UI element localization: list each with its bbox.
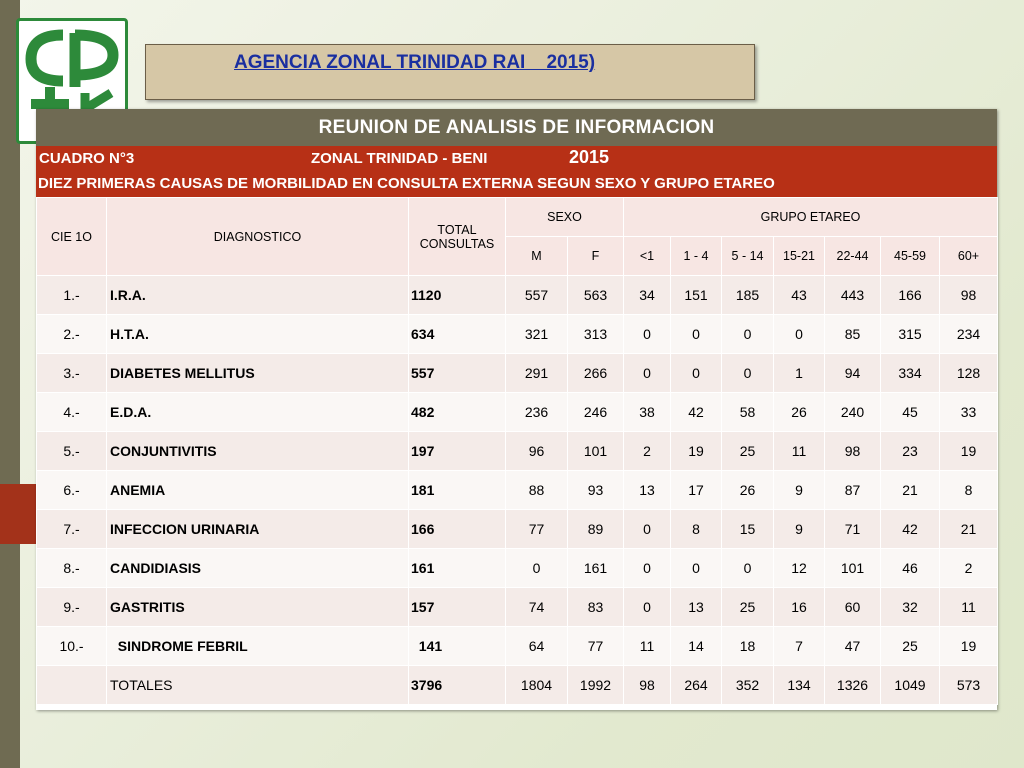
table-row (37, 549, 998, 588)
total-cell: 1120 (409, 276, 506, 315)
table-row (37, 588, 998, 627)
value-cell: 101 (825, 549, 881, 588)
value-cell: 85 (825, 315, 881, 354)
total-cell: 141 (409, 627, 506, 666)
col-header-m: M (506, 237, 568, 276)
value-cell: 15 (722, 510, 774, 549)
value-cell: 16 (774, 588, 825, 627)
value-cell: 1049 (881, 666, 940, 705)
table-row (37, 510, 998, 549)
value-cell: 8 (940, 471, 998, 510)
total-cell: 3796 (409, 666, 506, 705)
value-cell: 1 (774, 354, 825, 393)
value-cell: 321 (506, 315, 568, 354)
diagnostico-cell: SINDROME FEBRIL (107, 627, 409, 666)
value-cell: 1804 (506, 666, 568, 705)
table-subheader (36, 146, 997, 197)
value-cell: 19 (671, 432, 722, 471)
value-cell: 21 (940, 510, 998, 549)
value-cell: 0 (722, 549, 774, 588)
value-cell: 134 (774, 666, 825, 705)
cie-cell: 9.- (37, 588, 107, 627)
diagnostico-cell: GASTRITIS (107, 588, 409, 627)
value-cell: 89 (568, 510, 624, 549)
col-header-diagnostico: DIAGNOSTICO (107, 198, 409, 276)
value-cell: 43 (774, 276, 825, 315)
value-cell: 151 (671, 276, 722, 315)
col-header-60plus: 60+ (940, 237, 998, 276)
total-cell: 161 (409, 549, 506, 588)
value-cell: 2 (940, 549, 998, 588)
value-cell: 563 (568, 276, 624, 315)
value-cell: 21 (881, 471, 940, 510)
value-cell: 88 (506, 471, 568, 510)
morbidity-table-panel (36, 109, 997, 710)
col-header-lt1: <1 (624, 237, 671, 276)
diagnostico-cell: CANDIDIASIS (107, 549, 409, 588)
value-cell: 25 (722, 588, 774, 627)
diagnostico-cell: H.T.A. (107, 315, 409, 354)
col-header-1-4: 1 - 4 (671, 237, 722, 276)
value-cell: 0 (624, 588, 671, 627)
value-cell: 161 (568, 549, 624, 588)
diagnostico-cell: E.D.A. (107, 393, 409, 432)
value-cell: 83 (568, 588, 624, 627)
total-cell: 197 (409, 432, 506, 471)
value-cell: 17 (671, 471, 722, 510)
value-cell: 94 (825, 354, 881, 393)
slide-title: AGENCIA ZONAL TRINIDAD RAI 2015) (234, 52, 596, 73)
value-cell: 557 (506, 276, 568, 315)
total-cell: 557 (409, 354, 506, 393)
value-cell: 0 (624, 315, 671, 354)
table-main-title: REUNION DE ANALISIS DE INFORMACION (36, 109, 997, 146)
col-header-45-59: 45-59 (881, 237, 940, 276)
diagnostico-cell: INFECCION URINARIA (107, 510, 409, 549)
value-cell: 26 (722, 471, 774, 510)
value-cell: 11 (624, 627, 671, 666)
value-cell: 0 (506, 549, 568, 588)
morbidity-table (36, 197, 998, 705)
value-cell: 234 (940, 315, 998, 354)
value-cell: 96 (506, 432, 568, 471)
cie-cell: 1.- (37, 276, 107, 315)
value-cell: 313 (568, 315, 624, 354)
value-cell: 42 (881, 510, 940, 549)
value-cell: 25 (881, 627, 940, 666)
value-cell: 71 (825, 510, 881, 549)
diagnostico-cell: DIABETES MELLITUS (107, 354, 409, 393)
diagnostico-cell: I.R.A. (107, 276, 409, 315)
total-cell: 482 (409, 393, 506, 432)
value-cell: 98 (940, 276, 998, 315)
value-cell: 98 (624, 666, 671, 705)
value-cell: 2 (624, 432, 671, 471)
table-row (37, 315, 998, 354)
zonal-label: ZONAL TRINIDAD - BENI (311, 150, 488, 167)
diagnostico-cell: CONJUNTIVITIS (107, 432, 409, 471)
value-cell: 0 (671, 549, 722, 588)
col-header-sexo: SEXO (506, 198, 624, 237)
value-cell: 7 (774, 627, 825, 666)
cie-cell: 3.- (37, 354, 107, 393)
total-cell: 166 (409, 510, 506, 549)
value-cell: 14 (671, 627, 722, 666)
diagnostico-cell: ANEMIA (107, 471, 409, 510)
value-cell: 0 (624, 549, 671, 588)
value-cell: 0 (624, 354, 671, 393)
value-cell: 1326 (825, 666, 881, 705)
value-cell: 315 (881, 315, 940, 354)
col-header-total: TOTAL CONSULTAS (409, 198, 506, 276)
value-cell: 12 (774, 549, 825, 588)
value-cell: 77 (568, 627, 624, 666)
col-header-22-44: 22-44 (825, 237, 881, 276)
col-header-f: F (568, 237, 624, 276)
value-cell: 0 (774, 315, 825, 354)
value-cell: 11 (940, 588, 998, 627)
table-row (37, 432, 998, 471)
table-subtitle: DIEZ PRIMERAS CAUSAS DE MORBILIDAD EN CONSULTA EXTERNA SEGUN SEXO Y GRUPO ETAREO (38, 175, 775, 192)
value-cell: 11 (774, 432, 825, 471)
value-cell: 1992 (568, 666, 624, 705)
table-row (37, 627, 998, 666)
value-cell: 58 (722, 393, 774, 432)
year-label: 2015 (569, 147, 610, 167)
value-cell: 8 (671, 510, 722, 549)
value-cell: 19 (940, 627, 998, 666)
value-cell: 64 (506, 627, 568, 666)
value-cell: 443 (825, 276, 881, 315)
table-row (37, 276, 998, 315)
value-cell: 264 (671, 666, 722, 705)
header-row-1 (37, 198, 998, 237)
left-red-marker (0, 484, 36, 544)
value-cell: 74 (506, 588, 568, 627)
diagnostico-cell: TOTALES (107, 666, 409, 705)
value-cell: 77 (506, 510, 568, 549)
value-cell: 33 (940, 393, 998, 432)
value-cell: 46 (881, 549, 940, 588)
value-cell: 266 (568, 354, 624, 393)
value-cell: 166 (881, 276, 940, 315)
cie-cell: 7.- (37, 510, 107, 549)
value-cell: 352 (722, 666, 774, 705)
table-row (37, 393, 998, 432)
cie-cell: 8.- (37, 549, 107, 588)
cie-cell: 4.- (37, 393, 107, 432)
value-cell: 185 (722, 276, 774, 315)
col-header-15-21: 15-21 (774, 237, 825, 276)
value-cell: 0 (671, 354, 722, 393)
value-cell: 9 (774, 471, 825, 510)
col-header-cie: CIE 1O (37, 198, 107, 276)
total-cell: 634 (409, 315, 506, 354)
slide-title-box (145, 44, 755, 100)
col-header-5-14: 5 - 14 (722, 237, 774, 276)
cie-cell: 10.- (37, 627, 107, 666)
value-cell: 0 (624, 510, 671, 549)
value-cell: 9 (774, 510, 825, 549)
total-cell: 181 (409, 471, 506, 510)
value-cell: 45 (881, 393, 940, 432)
value-cell: 240 (825, 393, 881, 432)
value-cell: 87 (825, 471, 881, 510)
cie-cell: 2.- (37, 315, 107, 354)
value-cell: 0 (722, 315, 774, 354)
value-cell: 60 (825, 588, 881, 627)
col-header-grupo-etareo: GRUPO ETAREO (624, 198, 998, 237)
value-cell: 13 (624, 471, 671, 510)
value-cell: 32 (881, 588, 940, 627)
value-cell: 334 (881, 354, 940, 393)
value-cell: 246 (568, 393, 624, 432)
table-row (37, 354, 998, 393)
cie-cell: 5.- (37, 432, 107, 471)
value-cell: 98 (825, 432, 881, 471)
value-cell: 573 (940, 666, 998, 705)
value-cell: 34 (624, 276, 671, 315)
total-cell: 157 (409, 588, 506, 627)
value-cell: 18 (722, 627, 774, 666)
value-cell: 0 (671, 315, 722, 354)
totals-row (37, 666, 998, 705)
cie-cell (37, 666, 107, 705)
value-cell: 38 (624, 393, 671, 432)
value-cell: 128 (940, 354, 998, 393)
table-row (37, 471, 998, 510)
value-cell: 236 (506, 393, 568, 432)
value-cell: 47 (825, 627, 881, 666)
value-cell: 19 (940, 432, 998, 471)
value-cell: 93 (568, 471, 624, 510)
value-cell: 26 (774, 393, 825, 432)
value-cell: 25 (722, 432, 774, 471)
value-cell: 42 (671, 393, 722, 432)
value-cell: 291 (506, 354, 568, 393)
value-cell: 0 (722, 354, 774, 393)
cie-cell: 6.- (37, 471, 107, 510)
value-cell: 101 (568, 432, 624, 471)
cuadro-label: CUADRO N°3 (39, 150, 135, 167)
value-cell: 23 (881, 432, 940, 471)
value-cell: 13 (671, 588, 722, 627)
